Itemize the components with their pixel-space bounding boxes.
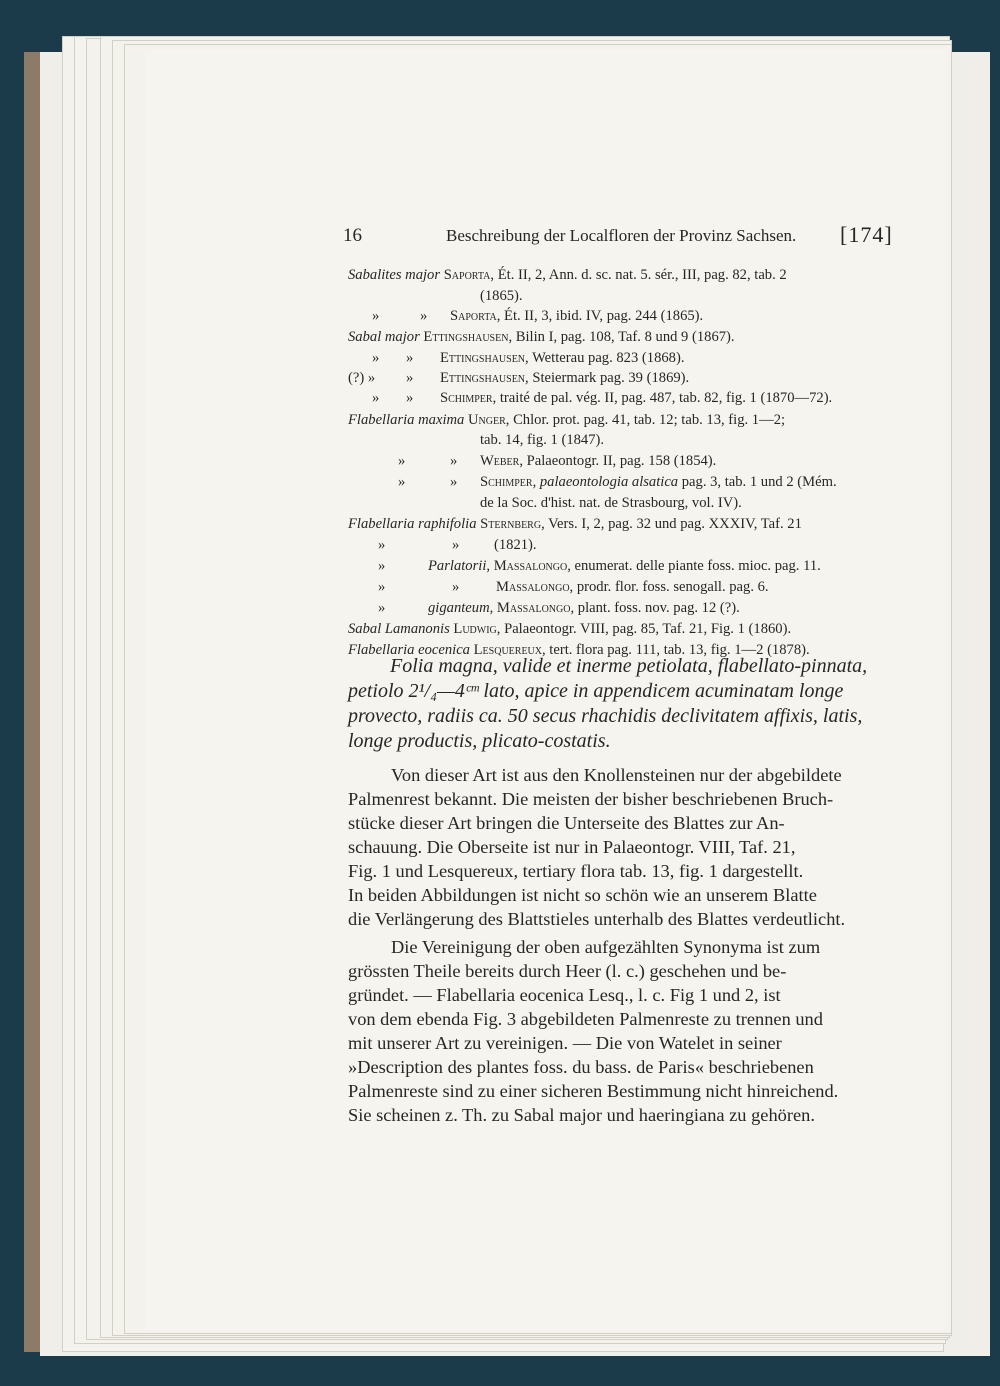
body-line: Fig. 1 und Lesquereux, tertiary flora tab. 13, fig. 1 dargestellt.	[348, 861, 804, 881]
synonym-continuation: tab. 14, fig. 1 (1847).	[480, 432, 605, 448]
synonym-row: Schimper, traité de pal. vég. II, pag. 487, tab. 82, fig. 1 (1870—72).	[440, 390, 833, 406]
synonym-continuation: de la Soc. d'hist. nat. de Strasbourg, vol. IV).	[480, 495, 742, 511]
body-line: Sie scheinen z. Th. zu Sabal major und haeringiana zu gehören.	[348, 1105, 815, 1125]
ditto-mark: »	[372, 308, 380, 324]
ditto-mark: »	[420, 308, 428, 324]
diagnosis-line: petiolo 2¹/₄—4ᶜᵐ lato, apice in appendicem acuminatam longe	[348, 680, 844, 702]
synonym-row: Weber, Palaeontogr. II, pag. 158 (1854).	[480, 453, 717, 469]
running-title: Beschreibung der Localfloren der Provinz Sachsen.	[446, 226, 797, 245]
ditto-mark: »	[378, 579, 386, 595]
synonym-continuation: (1821).	[494, 537, 537, 553]
body-line: grössten Theile bereits durch Heer (l. c.) geschehen und be-	[348, 961, 787, 981]
ditto-mark: »	[452, 579, 460, 595]
ditto-mark: (?) »	[348, 370, 376, 386]
page-number: 16	[343, 225, 362, 246]
diagnosis-line: longe productis, plicato-costatis.	[348, 730, 611, 752]
ditto-mark: »	[378, 600, 386, 616]
synonym-row: giganteum, Massalongo, plant. foss. nov. pag. 12 (?).	[428, 600, 740, 616]
ditto-mark: »	[406, 350, 414, 366]
ditto-mark: »	[378, 558, 386, 574]
synonym-row: Schimper, palaeontologia alsatica pag. 3, tab. 1 und 2 (Mém.	[480, 474, 837, 490]
body-line: Von dieser Art ist aus den Knollensteinen nur der abgebildete	[391, 765, 842, 785]
ditto-mark: »	[372, 350, 380, 366]
diagnosis-line: provecto, radiis ca. 50 secus rhachidis declivitatem affixis, latis,	[348, 705, 863, 727]
synonym-row: Ettingshausen, Wetterau pag. 823 (1868).	[440, 350, 685, 366]
ditto-mark: »	[378, 537, 386, 553]
body-line: mit unserer Art zu vereinigen. — Die von Watelet in seiner	[348, 1033, 782, 1053]
body-line: stücke dieser Art bringen die Unterseite des Blattes zur An-	[348, 813, 785, 833]
synonym-row: Flabellaria raphifolia Sternberg, Vers. I, 2, pag. 32 und pag. XXXIV, Taf. 21	[348, 516, 802, 532]
diagnosis-line: Folia magna, valide et inerme petiolata, flabellato-pinnata,	[390, 655, 868, 677]
synonym-row: Saporta, Ét. II, 3, ibid. IV, pag. 244 (1865).	[450, 308, 704, 324]
body-line: In beiden Abbildungen ist nicht so schön wie an unserem Blatte	[348, 885, 817, 905]
synonym-row: Ettingshausen, Steiermark pag. 39 (1869).	[440, 370, 690, 386]
synonym-continuation: (1865).	[480, 288, 523, 304]
body-line: schauung. Die Oberseite ist nur in Palaeontogr. VIII, Taf. 21,	[348, 837, 796, 857]
synonym-row: Massalongo, prodr. flor. foss. senogall. pag. 6.	[496, 579, 769, 595]
body-line: Palmenrest bekannt. Die meisten der bisher beschriebenen Bruch-	[348, 789, 834, 809]
synonym-row: Flabellaria eocenica Lesquereux, tert. flora pag. 111, tab. 13, fig. 1—2 (1878).	[348, 642, 810, 658]
section-number: [174]	[840, 222, 893, 247]
ditto-mark: »	[398, 474, 406, 490]
ditto-mark: »	[398, 453, 406, 469]
ditto-mark: »	[406, 390, 414, 406]
ditto-mark: »	[372, 390, 380, 406]
synonym-row: Sabalites major Saporta, Ét. II, 2, Ann. d. sc. nat. 5. sér., III, pag. 82, tab. 2	[348, 267, 787, 283]
ditto-mark: »	[452, 537, 460, 553]
body-line: die Verlängerung des Blattstieles unterhalb des Blattes verdeutlicht.	[348, 909, 846, 929]
synonym-row: Parlatorii, Massalongo, enumerat. delle piante foss. mioc. pag. 11.	[428, 558, 821, 574]
synonym-row: Sabal major Ettingshausen, Bilin I, pag. 108, Taf. 8 und 9 (1867).	[348, 329, 735, 345]
synonym-row: Sabal Lamanonis Ludwig, Palaeontogr. VIII, pag. 85, Taf. 21, Fig. 1 (1860).	[348, 621, 792, 637]
body-line: Die Vereinigung der oben aufgezählten Synonyma ist zum	[391, 937, 821, 957]
ditto-mark: »	[406, 370, 414, 386]
ditto-mark: »	[450, 474, 458, 490]
synonym-row: Flabellaria maxima Unger, Chlor. prot. pag. 41, tab. 12; tab. 13, fig. 1—2;	[348, 412, 786, 428]
ditto-mark: »	[450, 453, 458, 469]
body-line: gründet. — Flabellaria eocenica Lesq., l. c. Fig 1 und 2, ist	[348, 985, 781, 1005]
body-line: von dem ebenda Fig. 3 abgebildeten Palmenreste zu trennen und	[348, 1009, 823, 1029]
body-line: »Description des plantes foss. du bass. de Paris« beschriebenen	[348, 1057, 814, 1077]
body-line: Palmenreste sind zu einer sicheren Bestimmung nicht hinreichend.	[348, 1081, 839, 1101]
